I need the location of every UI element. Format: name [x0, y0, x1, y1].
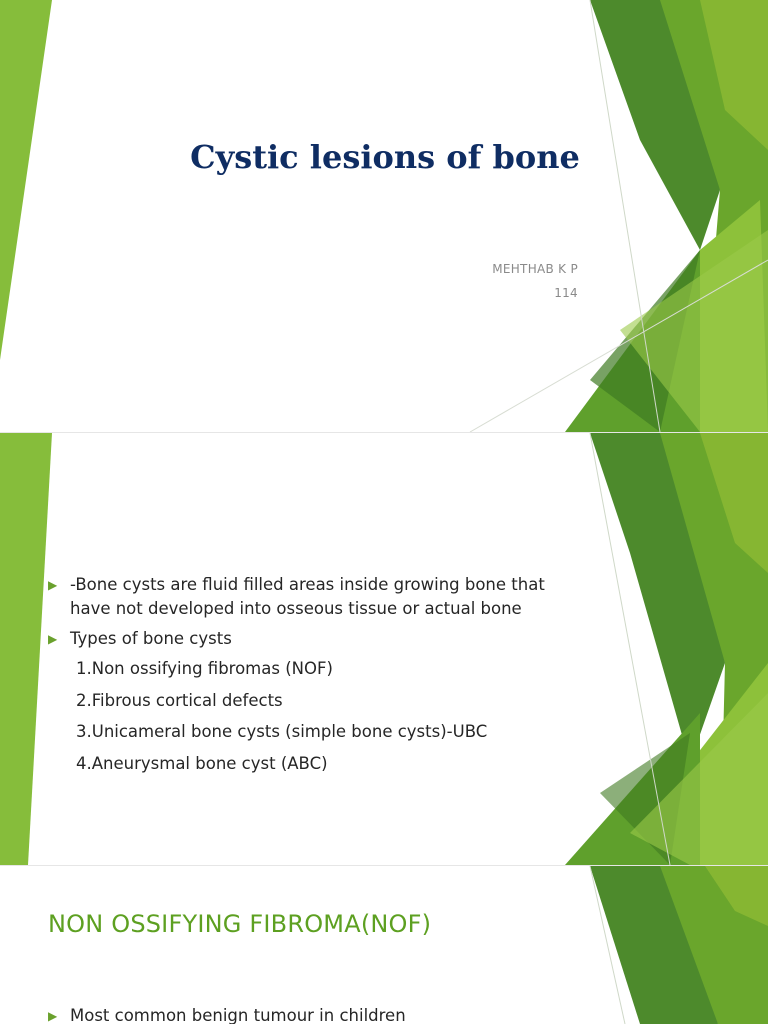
nof-content [48, 1004, 588, 1024]
bullet-item [48, 573, 588, 621]
arrow-bullet-icon: ▶ [48, 578, 58, 592]
arrow-bullet-icon: ▶ [48, 632, 58, 646]
slide-types [0, 433, 768, 865]
types-list [76, 657, 588, 776]
bullet-text: Types of bone cysts [70, 629, 232, 648]
slide-title-text: NON OSSIFYING FIBROMA(NOF) [48, 910, 432, 938]
arrow-bullet-icon: ▶ [48, 1009, 58, 1023]
slide-nof [0, 866, 768, 1024]
green-facets-decoration [0, 866, 768, 1024]
green-facets-decoration [0, 0, 768, 432]
slide-title-text: Cystic lesions of bone [190, 138, 580, 176]
slide-title [0, 0, 768, 432]
bullet-text: -Bone cysts are fluid filled areas inside growing bone that have not developed into osseous tissue or actual bone [70, 575, 545, 618]
author-name: MEHTHAB K P [492, 262, 578, 276]
list-item: 4.Aneurysmal bone cyst (ABC) [76, 753, 328, 773]
bullet-item [48, 1004, 588, 1024]
list-item: 2.Fibrous cortical defects [76, 690, 283, 710]
author-number: 114 [554, 286, 578, 300]
list-item: 1.Non ossifying fibromas (NOF) [76, 659, 333, 678]
bullet-item [48, 627, 588, 651]
list-item: 3.Unicameral bone cysts (simple bone cysts)-UBC [76, 722, 488, 741]
bullet-text: Most common benign tumour in children [70, 1006, 406, 1024]
types-content [48, 573, 588, 783]
